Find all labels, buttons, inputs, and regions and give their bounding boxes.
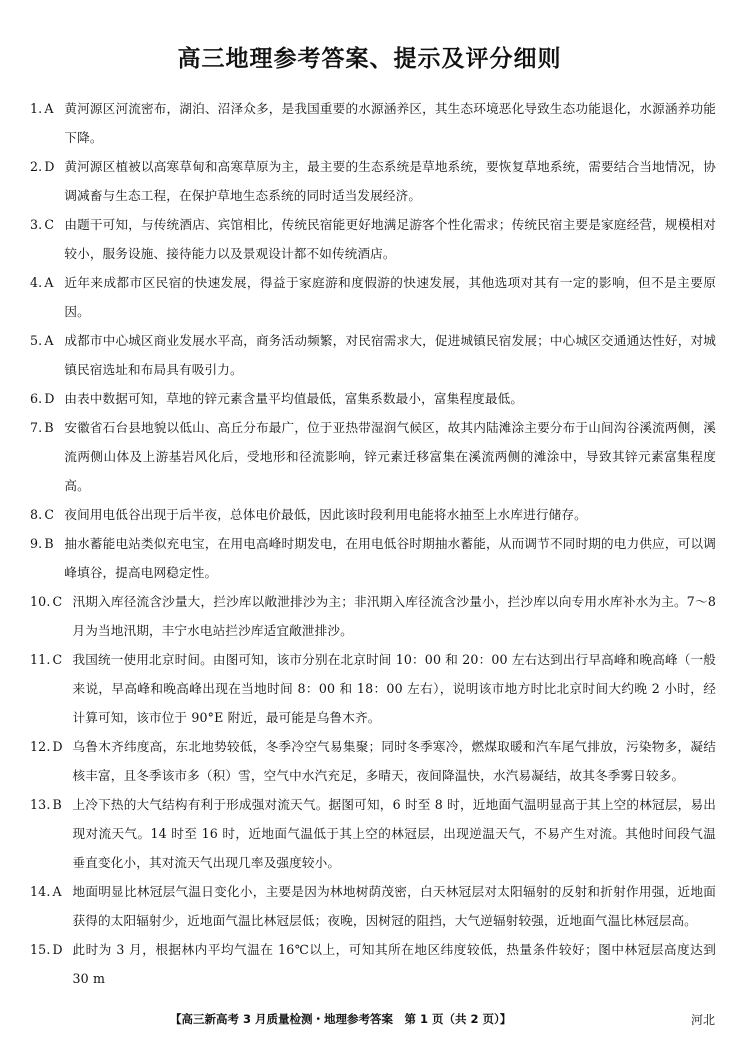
question-number (30, 790, 72, 877)
question-index: 3. (30, 217, 43, 232)
answer-explanation: 黄河源区植被以高寒草甸和高寒草原为主，最主要的生态系统是草地系统，要恢复草地系统，需要结合当地情况，协调减畜与生态工程，在保护草地生态系统的同时适当发展经济。 (64, 159, 716, 203)
answer-item (30, 268, 716, 326)
answer-explanation: 上冷下热的大气结构有利于形成强对流天气。据图可知，6 时至 8 时，近地面气温明显高于其上空的林冠层，易出现对流天气。14 时至 16 时，近地面气温低于其上空的林冠层，出现逆温天气，不易产生对流。其他时间段气温垂直变化小，其对流天气出现几率及强度较小。 (72, 797, 716, 870)
question-number (30, 732, 72, 790)
footer-region: 河北 (690, 1013, 715, 1027)
answer-letter: D (52, 942, 63, 957)
footer-page-info: 【高三新高考 3 月质量检测・地理参考答案 第 1 页（共 2 页）】 (170, 1012, 512, 1026)
answer-explanation: 我国统一使用北京时间。由图可知，该市分别在北京时间 10：00 和 20：00 左右达到出行早高峰和晚高峰（一般来说，早高峰和晚高峰出现在当地时间 8：00 和 18：00 左右），说明该市地方时比北京时间大约晚 2 小时，经计算可知，该市位于 90°E 附近，最可能是乌鲁木齐。 (72, 652, 716, 725)
answer-item (30, 94, 716, 152)
answer-list (30, 94, 716, 993)
question-number (30, 94, 64, 152)
answer-letter: B (44, 536, 54, 551)
question-number (30, 587, 72, 645)
question-number (30, 268, 64, 326)
answer-item (30, 384, 716, 413)
question-number (30, 413, 64, 500)
answer-letter: A (44, 333, 54, 348)
question-number (30, 210, 64, 268)
answer-item (30, 500, 716, 529)
question-number (30, 500, 64, 529)
answer-explanation: 黄河源区河流密布，湖泊、沼泽众多，是我国重要的水源涵养区，其生态环境恶化导致生态功能退化，水源涵养功能下降。 (64, 101, 716, 145)
answer-item (30, 587, 716, 645)
page-title: 高三地理参考答案、提示及评分细则 (177, 46, 562, 72)
answer-letter: A (44, 101, 54, 116)
question-index: 6. (30, 391, 43, 406)
answer-item (30, 529, 716, 587)
question-index: 11. (30, 652, 51, 667)
question-index: 4. (30, 275, 43, 290)
question-number (30, 645, 72, 732)
answer-explanation: 近年来成都市区民宿的快速发展，得益于家庭游和度假游的快速发展，其他选项对其有一定的影响，但不是主要原因。 (64, 275, 716, 319)
answer-letter: B (44, 420, 54, 435)
answer-explanation: 此时为 3 月，根据林内平均气温在 16℃以上，可知其所在地区纬度较低，热量条件较好；图中林冠层高度达到 30 m (72, 942, 716, 986)
answer-explanation: 安徽省石台县地貌以低山、高丘分布最广，位于亚热带湿润气候区，故其内陆滩涂主要分布于山间沟谷溪流两侧，溪流两侧山体及上游基岩风化后，受地形和径流影响，锌元素迁移富集在溪流两侧的滩涂中，导致其锌元素富集程度高。 (64, 420, 716, 493)
question-index: 5. (30, 333, 43, 348)
answer-letter: B (52, 797, 62, 812)
answer-explanation: 成都市中心城区商业发展水平高，商务活动频繁，对民宿需求大，促进城镇民宿发展；中心城区交通通达性好，对城镇民宿选址和布局具有吸引力。 (64, 333, 716, 377)
answer-item (30, 732, 716, 790)
question-index: 9. (30, 536, 43, 551)
answer-letter: D (52, 739, 63, 754)
answer-letter: C (52, 594, 63, 609)
answer-explanation: 汛期入库径流含沙量大，拦沙库以敞泄排沙为主；非汛期入库径流含沙量小，拦沙库以向专用水库补水为主。7～8月为当地汛期，丰宁水电站拦沙库适宜敞泄排沙。 (72, 594, 716, 638)
question-index: 1. (30, 101, 43, 116)
answer-item (30, 645, 716, 732)
answer-item (30, 877, 716, 935)
answer-item (30, 935, 716, 993)
answer-letter: C (52, 652, 63, 667)
question-index: 15. (30, 942, 51, 957)
answer-letter: D (44, 159, 55, 174)
question-index: 7. (30, 420, 43, 435)
answer-letter: C (44, 217, 55, 232)
answer-explanation: 由题干可知，与传统酒店、宾馆相比，传统民宿能更好地满足游客个性化需求；传统民宿主要是家庭经营，规模相对较小，服务设施、接待能力以及景观设计都不如传统酒店。 (64, 217, 716, 261)
question-number (30, 384, 64, 413)
question-index: 13. (30, 797, 51, 812)
answer-explanation: 夜间用电低谷出现于后半夜，总体电价最低，因此该时段利用电能将水抽至上水库进行储存。 (64, 507, 587, 522)
question-index: 14. (30, 884, 51, 899)
question-index: 10. (30, 594, 51, 609)
answer-explanation: 由表中数据可知，草地的锌元素含量平均值最低，富集系数最小，富集程度最低。 (64, 391, 524, 406)
answer-letter: A (44, 275, 54, 290)
answer-item (30, 210, 716, 268)
answer-letter: D (44, 391, 55, 406)
answer-explanation: 地面明显比林冠层气温日变化小，主要是因为林地树荫茂密，白天林冠层对太阳辐射的反射和折射作用强，近地面获得的太阳辐射少，近地面气温比林冠层低；夜晚，因树冠的阻挡，大气逆辐射较强，近地面气温比林冠层高。 (72, 884, 716, 928)
answer-explanation: 抽水蓄能电站类似充电宝，在用电高峰时期发电，在用电低谷时期抽水蓄能，从而调节不同时期的电力供应，可以调峰填谷，提高电网稳定性。 (64, 536, 716, 580)
answer-item (30, 413, 716, 500)
question-index: 2. (30, 159, 43, 174)
answer-item (30, 326, 716, 384)
question-number (30, 326, 64, 384)
question-number (30, 529, 64, 587)
answer-letter: C (44, 507, 55, 522)
question-number (30, 935, 72, 993)
question-index: 8. (30, 507, 43, 522)
question-number (30, 877, 72, 935)
question-index: 12. (30, 739, 51, 754)
question-number (30, 152, 64, 210)
answer-item (30, 152, 716, 210)
answer-item (30, 790, 716, 877)
answer-letter: A (52, 884, 62, 899)
answer-explanation: 乌鲁木齐纬度高，东北地势较低，冬季冷空气易集聚；同时冬季寒冷，燃煤取暖和汽车尾气排放，污染物多，凝结核丰富，且冬季该市多（积）雪，空气中水汽充足，多晴天，夜间降温快，水汽易凝结，故其冬季雾日较多。 (72, 739, 716, 783)
